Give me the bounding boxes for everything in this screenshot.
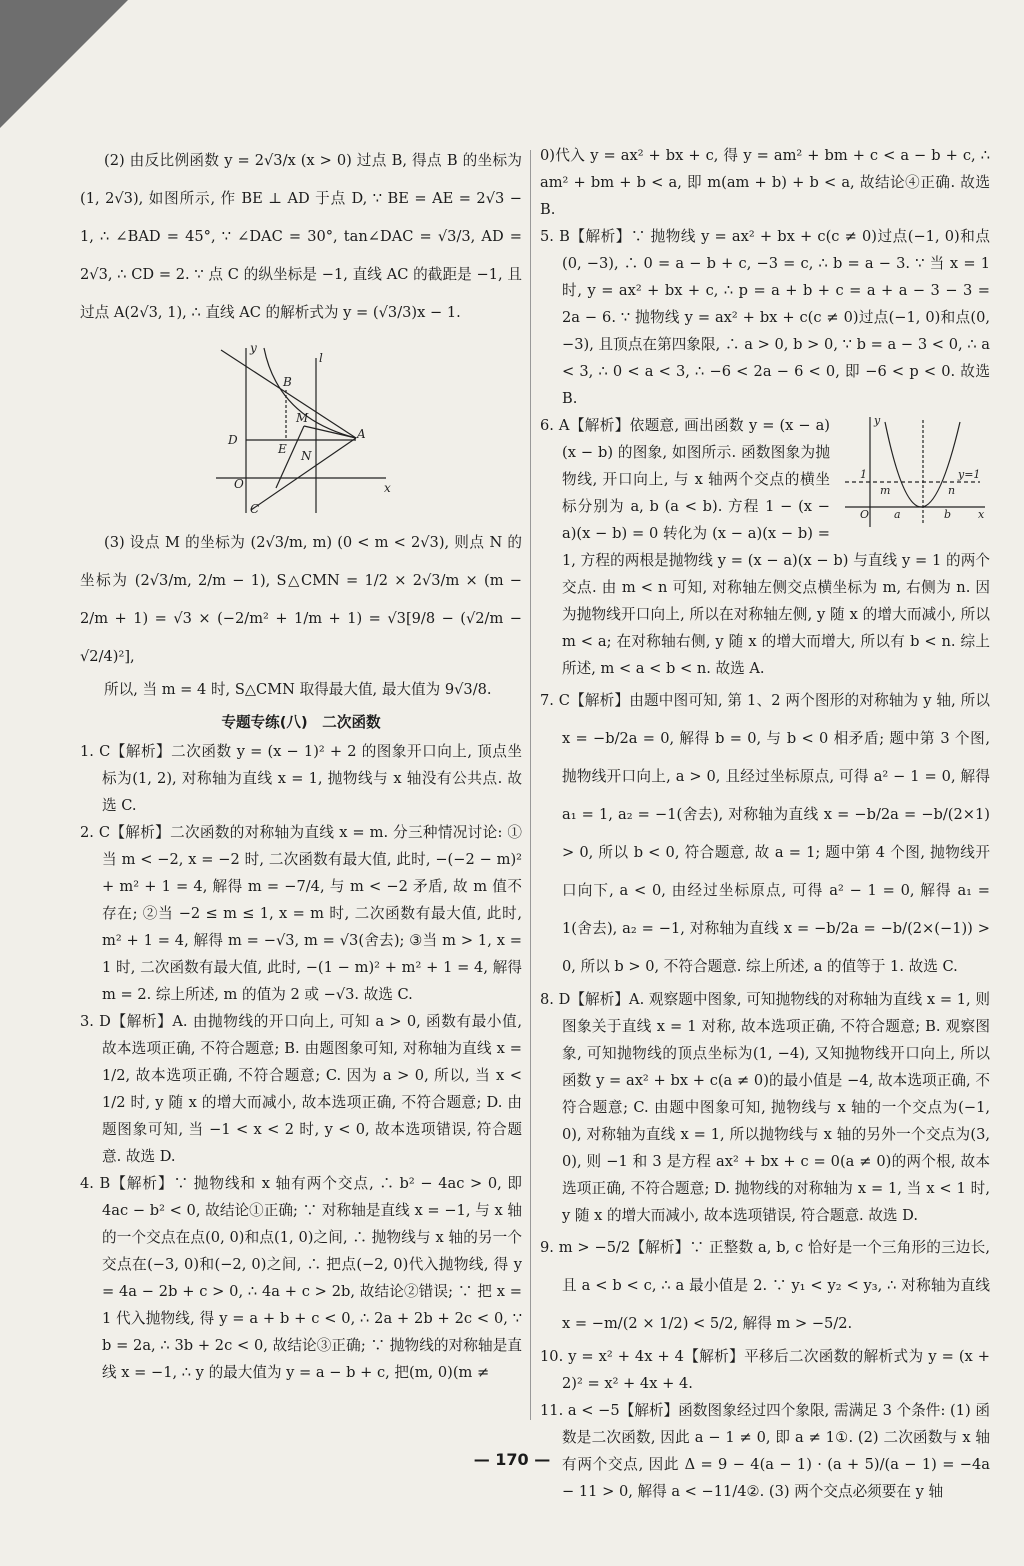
- part-3-conclusion: 所以, 当 m = 4 时, S△CMN 取得最大值, 最大值为 9√3/8.: [104, 681, 492, 698]
- left-column: [80, 142, 522, 1386]
- part-2-solution: (2) 由反比例函数 y = 2√3/x (x > 0) 过点 B, 得点 B 的坐标为(1, 2√3), 如图所示, 作 BE ⊥ AD 于点 D, ∵ BE = AE = 2√3 − 1, ∴ ∠BAD = 45°, ∵ ∠DAC = 30°, tan∠DAC = √3/3, AD = 2√3, ∴ CD = 2. ∵ 点 C 的纵坐标是 −1, 直线 AC 的截距是 −1, 且过点 A(2√3, 1), ∴ 直线 AC 的解析式为 y = (√3/3)x − 1.: [80, 152, 522, 321]
- fig2-label-y1: y=1: [958, 468, 981, 481]
- fig2-label-1: 1: [860, 468, 867, 481]
- right-column: [540, 142, 990, 1505]
- section-title: 专题专练(八) 二次函数: [221, 714, 381, 731]
- fig1-label-C: C: [250, 502, 260, 516]
- part-3-solution: (3) 设点 M 的坐标为 (2√3/m, m) (0 < m < 2√3), 则点 N 的坐标为 (2√3/m, 2/m − 1), S△CMN = 1/2 × 2√3/m × (m − 2/m + 1) = √3 × (−2/m² + 1/m + 1) = √3[9/8 − (√2/m − √2/4)²],: [80, 534, 522, 665]
- answer-2: 2. C【解析】二次函数的对称轴为直线 x = m. 分三种情况讨论: ①当 m < −2, x = −2 时, 二次函数有最大值, 此时, −(−2 − m)² + m² + 1 = 4, 解得 m = −7/4, 与 m < −2 矛盾, 故 m 值不存在; ②当 −2 ≤ m ≤ 1, x = m 时, 二次函数有最大值, 此时, m² + 1 = 4, 解得 m = −√3, m = √3(舍去); ③当 m > 1, x = 1 时, 二次函数有最大值, 此时, −(1 − m)² + m² + 1 = 4, 解得 m = 2. 综上所述, m 的值为 2 或 −√3. 故选 C.: [80, 824, 522, 1003]
- answer-4: 4. B【解析】∵ 抛物线和 x 轴有两个交点, ∴ b² − 4ac > 0, 即 4ac − b² < 0, 故结论①正确; ∵ 对称轴是直线 x = −1, 与 x 轴的一个交点在点(0, 0)和点(1, 0)之间, ∴ 抛物线与 x 轴的另一个交点在(−3, 0)和(−2, 0)之间, ∴ 把点(−2, 0)代入抛物线, 得 y = 4a − 2b + c > 0, ∴ 4a + c > 2b, 故结论②错误; ∵ 把 x = 1 代入抛物线, 得 y = a + b + c < 0, ∴ 2a + 2b + 2c < 0, ∵ b = 2a, ∴ 3b + 2c < 0, 故结论③正确; ∵ 抛物线的对称轴是直线 x = −1, ∴ y 的最大值为 y = a − b + c, 把(m, 0)(m ≠: [80, 1175, 522, 1381]
- answer-4-continued: 0)代入 y = ax² + bx + c, 得 y = am² + bm + c < a − b + c, ∴ am² + bm + b < a, 即 m(am + b) + b < a, 故结论④正确. 故选 B.: [540, 147, 990, 218]
- answer-9: 9. m > −5/2【解析】∵ 正整数 a, b, c 恰好是一个三角形的三边长, 且 a < b < c, ∴ a 最小值是 2. ∵ y₁ < y₂ < y₃, ∴ 对称轴为直线 x = −m/(2 × 1/2) < 5/2, 解得 m > −5/2.: [540, 1239, 990, 1332]
- fig2-label-y: y: [874, 414, 881, 427]
- fig1-label-y: y: [250, 341, 257, 355]
- page-number: — 170 —: [473, 1450, 551, 1469]
- answer-5: 5. B【解析】∵ 抛物线 y = ax² + bx + c(c ≠ 0)过点(−1, 0)和点(0, −3), ∴ 0 = a − b + c, −3 = c, ∴ b = a − 3. ∵ 当 x = 1 时, y = ax² + bx + c, ∴ p = a + b + c = a + a − 3 − 3 = 2a − 6. ∵ 抛物线 y = ax² + bx + c(c ≠ 0)过点(−1, 0)和点(0, −3), 且顶点在第四象限, ∴ a > 0, b > 0, ∵ b = a − 3 < 0, ∴ a < 3, ∴ 0 < a < 3, ∴ −6 < 2a − 6 < 0, 即 −6 < p < 0. 故选 B.: [540, 228, 990, 407]
- fig2-label-a: a: [894, 508, 901, 521]
- page-corner-fold: [0, 0, 128, 128]
- answer-3: 3. D【解析】A. 由抛物线的开口向上, 可知 a > 0, 函数有最小值, 故本选项正确, 不符合题意; B. 由题图象可知, 对称轴为直线 x = 1/2, 故本选项正确, 不符合题意; C. 因为 a > 0, 所以, 当 x < 1/2 时, y 随 x 的增大而减小, 故本选项正确, 不符合题意; D. 由题图象可知, 当 −1 < x < 2 时, y < 0, 故本选项错误, 符合题意. 故选 D.: [80, 1013, 522, 1165]
- answer-11: 11. a < −5【解析】函数图象经过四个象限, 需满足 3 个条件: (1) 函数是二次函数, 因此 a − 1 ≠ 0, 即 a ≠ 1①. (2) 二次函数与 x 轴有两个交点, 因此 Δ = 9 − 4(a − 1) · (a + 5)/(a − 1) = −4a − 11 > 0, 解得 a < −11/4②. (3) 两个交点必须要在 y 轴: [540, 1402, 990, 1500]
- answer-1: 1. C【解析】二次函数 y = (x − 1)² + 2 的图象开口向上, 顶点坐标为(1, 2), 对称轴为直线 x = 1, 抛物线与 x 轴没有公共点. 故选 C.: [80, 743, 522, 814]
- fig1-label-l: l: [319, 351, 323, 365]
- column-divider: [530, 150, 531, 1420]
- fig1-label-M: M: [296, 411, 309, 425]
- fig1-label-D: D: [228, 433, 238, 447]
- answer-10: 10. y = x² + 4x + 4【解析】平移后二次函数的解析式为 y = (x + 2)² = x² + 4x + 4.: [540, 1348, 990, 1392]
- fig2-label-b: b: [944, 508, 952, 521]
- answer-6: 6. A【解析】依题意, 画出函数 y = (x − a)(x − b) 的图象, 如图所示. 函数图象为抛物线, 开口向上, 与 x 轴两个交点的横坐标分别为 a, b (a < b). 方程 1 − (x − a)(x − b) = 0 转化为 (x − a)(x − b) = 1, 方程的两根是抛物线 y = (x − a)(x − b) 与直线 y = 1 的两个交点. 由 m < n 可知, 对称轴左侧交点横坐标为 m, 右侧为 n. 因为抛物线开口向上, 所以在对称轴左侧, y 随 x 的增大而减小, 所以 m < a; 在对称轴右侧, y 随 x 的增大而增大, 所以有 b < n. 综上所述, m < a < b < n. 故选 A.: [540, 417, 990, 677]
- fig1-label-E: E: [278, 442, 287, 456]
- fig1-label-B: B: [283, 375, 292, 389]
- answer-7: 7. C【解析】由题中图可知, 第 1、2 两个图形的对称轴为 y 轴, 所以 x = −b/2a = 0, 解得 b = 0, 与 b < 0 相矛盾; 题中第 3 个图, 抛物线开口向上, a > 0, 且经过坐标原点, 可得 a² − 1 = 0, 解得 a₁ = 1, a₂ = −1(舍去), 对称轴为直线 x = −b/2a = −b/(2×1) > 0, 所以 b < 0, 符合题意, 故 a = 1; 题中第 4 个图, 抛物线开口向下, a < 0, 由经过坐标原点, 可得 a² − 1 = 0, 解得 a₁ = 1(舍去), a₂ = −1, 对称轴为直线 x = −b/2a = −b/(2×(−1)) > 0, 所以 b > 0, 不符合题意. 综上所述, a 的值等于 1. 故选 C.: [540, 692, 990, 975]
- fig2-label-O: O: [860, 508, 870, 521]
- fig2-label-n: n: [948, 484, 956, 497]
- fig1-label-N: N: [301, 449, 312, 463]
- fig2-label-m: m: [880, 484, 891, 497]
- figure-hyperbola-lines: [206, 338, 396, 518]
- fig1-label-x: x: [384, 481, 391, 495]
- fig1-label-O: O: [234, 477, 244, 491]
- answer-8: 8. D【解析】A. 观察题中图象, 可知抛物线的对称轴为直线 x = 1, 则图象关于直线 x = 1 对称, 故本选项正确, 不符合题意; B. 观察图象, 可知抛物线的顶点坐标为(1, −4), 又知抛物线开口向上, 所以函数 y = ax² + bx + c(a ≠ 0)的最小值是 −4, 故本选项正确, 不符合题意; C. 由题中图象可知, 抛物线与 x 轴的一个交点为(−1, 0), 对称轴为直线 x = 1, 所以抛物线与 x 轴的另外一个交点为(3, 0), 则 −1 和 3 是方程 ax² + bx + c = 0(a ≠ 0)的两个根, 故本选项正确, 不符合题意; D. 抛物线的对称轴为 x = 1, 当 x < 1 时, y 随 x 的增大而减小, 故本选项错误, 符合题意. 故选 D.: [540, 991, 990, 1224]
- fig2-label-x: x: [978, 508, 985, 521]
- fig1-label-A: A: [357, 427, 366, 441]
- figure-parabola: [840, 412, 990, 532]
